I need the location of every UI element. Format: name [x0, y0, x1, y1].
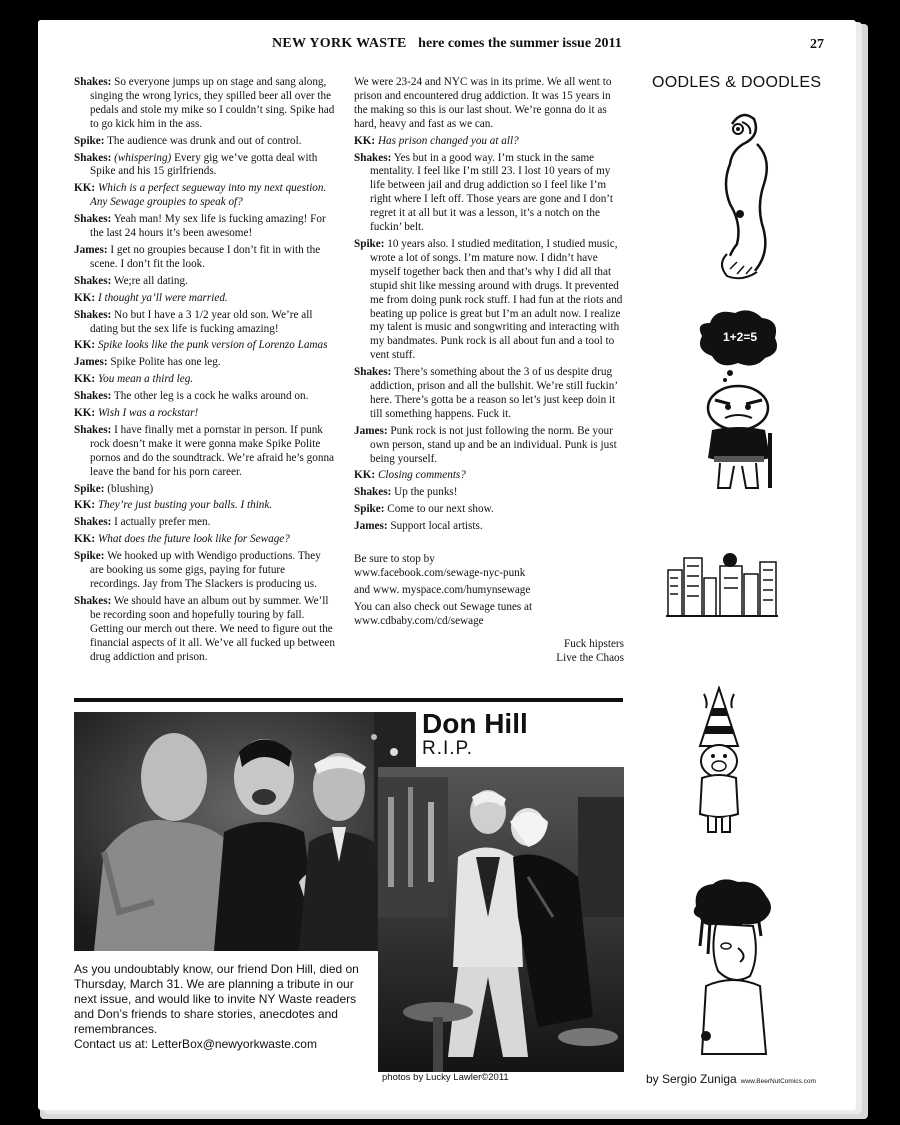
interview-entry: [74, 152, 336, 180]
speaker-label: James:: [354, 424, 388, 437]
answer-text: I have finally met a pornstar in person. If punk rock doesn’t make it were gonna make Spike Polite pornos and do the soundtrack. We’re afraid he’s gonna leave the band for his porn career.: [90, 423, 335, 478]
speaker-label: KK:: [74, 407, 96, 420]
interviewer-question: Which is a perfect segueway into my next question. Any Sewage groupies to speak of?: [90, 182, 327, 209]
speaker-label: Shakes:: [74, 308, 112, 321]
answer-text: The audience was drunk and out of control.: [107, 134, 302, 147]
interview-entry: [74, 76, 336, 132]
memorial-contact: Contact us at: LetterBox@newyorkwaste.com: [74, 1037, 317, 1051]
memorial-notice: [74, 962, 374, 1052]
speaker-label: Shakes:: [74, 151, 112, 164]
interviewer-question: You mean a third leg.: [97, 373, 194, 386]
speaker-label: KK:: [74, 182, 96, 195]
signoff-line-1: Fuck hipsters: [564, 637, 624, 650]
cdbaby-link[interactable]: www.cdbaby.com/cd/sewage: [354, 614, 484, 627]
speaker-label: KK:: [74, 533, 96, 546]
answer-text: There’s something about the 3 of us despite drug addiction, prison and all the bullshit. We’re still fuckin’ here. There’s gotta be a reason so let’s just keep doin it till something happens. Fuck it.: [370, 366, 618, 420]
interview-entry: [354, 503, 624, 517]
page-number: 27: [810, 37, 824, 52]
signoff-line-2: Live the Chaos: [556, 651, 624, 664]
answer-text: (blushing): [107, 482, 154, 495]
interview-entry: [354, 520, 624, 534]
interviewer-question: Spike looks like the punk version of Lorenzo Lamas: [97, 339, 328, 352]
speaker-label: KK:: [354, 469, 376, 482]
speaker-label: Shakes:: [354, 151, 392, 164]
interviewer-question: Closing comments?: [377, 469, 466, 482]
answer-text: I actually prefer men.: [114, 516, 211, 529]
answer-text: Yeah man! My sex life is fucking amazing! For the last 24 hours it’s been awesome!: [90, 213, 326, 240]
answer-text: We;re all dating.: [113, 274, 188, 287]
interview-entry: [74, 483, 336, 497]
speaker-label: Shakes:: [74, 594, 112, 607]
snake-creature-doodle: [702, 104, 782, 284]
answer-text: Come to our next show.: [387, 503, 494, 516]
cartoonist-byline: [646, 1072, 816, 1086]
speaker-label: Spike:: [74, 550, 105, 563]
byline-name: by Sergio Zuniga: [646, 1072, 737, 1086]
interview-entry: [74, 135, 336, 149]
speaker-label: Spike:: [354, 503, 385, 516]
answer-text: Up the punks!: [394, 486, 458, 499]
interview-entry: [74, 407, 336, 421]
speaker-label: Shakes:: [74, 423, 112, 436]
speaker-label: Spike:: [354, 237, 385, 250]
stage-direction: (whispering): [114, 151, 172, 164]
pig-jester-doodle: [688, 686, 750, 836]
magazine-title: NEW YORK WASTE: [272, 36, 407, 51]
answer-text: Every gig we’ve gotta deal with Spike and his 15 girlfriends.: [90, 151, 318, 178]
speaker-label: KK:: [74, 291, 96, 304]
interview-entry: [74, 244, 336, 272]
interview-entry: [74, 595, 336, 665]
myspace-link[interactable]: and www. myspace.com/humynsewage: [354, 583, 531, 596]
interviewer-question: They’re just busting your balls. I think.: [97, 499, 273, 512]
city-skyline-doodle: [666, 548, 778, 618]
photo-credit: photos by Lucky Lawler©2011: [382, 1072, 509, 1083]
interview-column-1: [74, 76, 336, 667]
issue-subtitle: here comes the summer issue 2011: [418, 36, 622, 51]
links-intro: Be sure to stop by: [354, 553, 435, 566]
speaker-label: James:: [74, 243, 108, 256]
interview-entry: [354, 238, 624, 363]
answer-text: I get no groupies because I don’t fit in with the scene. I don’t fit the look.: [90, 243, 321, 270]
answer-text: We should have an album out by summer. We’ll be recording soon and hopefully touring by fall. Getting our merch out there. We need to figure out the financial aspects of it all. We’ve all fucked up between drug addiction and prison.: [90, 594, 335, 663]
interviewer-question: Has prison changed you at all?: [377, 134, 519, 147]
flame-hair-man-doodle: [688, 876, 778, 1056]
memorial-name: Don Hill: [422, 708, 528, 739]
speaker-label: Shakes:: [74, 390, 112, 403]
interview-entry: [74, 499, 336, 513]
interview-entry: [74, 516, 336, 530]
sidebar-title: OODLES & DOODLES: [652, 74, 822, 91]
interview-entry: [74, 275, 336, 289]
answer-text: No but I have a 3 1/2 year old son. We’re all dating but the sex life is fucking amazing!: [90, 308, 313, 335]
speaker-label: Shakes:: [354, 486, 392, 499]
answer-text: The other leg is a cock he walks around on.: [113, 390, 309, 403]
answer-text: We hooked up with Wendigo productions. They are booking us some gigs, paying for future recordings. Jay from The Slackers is producing us.: [90, 550, 321, 590]
interview-entry: [354, 486, 624, 500]
speaker-label: KK:: [74, 339, 96, 352]
interview-entry: [74, 339, 336, 353]
answer-text: So everyone jumps up on stage and sang along, singing the wrong lyrics, they spilled beer all over the pedals and stole my mike so I couldn’t sing. Spike had to go kick him in the ass.: [90, 76, 335, 130]
cdbaby-intro: You can also check out Sewage tunes at: [354, 600, 533, 613]
memorial-notice-text: As you undoubtably know, our friend Don Hill, died on Thursday, March 31. We are planning a tribute in our next issue, and would like to invite NY Waste readers and Don’s friends to share stories, anecdotes and remembrances.: [74, 962, 359, 1036]
interview-entry: [74, 424, 336, 480]
interview-entry: [74, 356, 336, 370]
interviewer-question: Wish I was a rockstar!: [97, 407, 199, 420]
interview-entry: [74, 182, 336, 210]
magazine-page: [38, 20, 856, 1110]
speaker-label: KK:: [354, 134, 376, 147]
speaker-label: James:: [74, 356, 108, 369]
interview-entry: [354, 366, 624, 422]
interview-entry: [74, 309, 336, 337]
don-hill-photo: [378, 767, 624, 1072]
interview-entry: [354, 152, 624, 235]
grumpy-man-doodle: [690, 308, 790, 498]
interview-entry: [74, 292, 336, 306]
speaker-label: Shakes:: [74, 213, 112, 226]
interview-column-2: [354, 76, 624, 665]
interview-entry: [354, 76, 624, 132]
interview-entry: [74, 533, 336, 547]
interviewer-question: I thought ya’ll were married.: [97, 291, 228, 304]
band-photo: [74, 712, 416, 951]
speaker-label: James:: [354, 520, 388, 533]
interview-entry: [74, 390, 336, 404]
answer-text: We were 23-24 and NYC was in its prime. We all went to prison and encountered drug addiction. It was 15 years in the making so this is our last shout. We’re gonna do it as hard, heavy and fast as we can.: [354, 76, 612, 130]
answer-text: Yes but in a good way. I’m stuck in the same mentality. I feel like I’m still 23. I lost 10 years of my life between jail and drug addiction so I feel like I’m right where I left off. Those years are gone and I don’t regret it at all but it was a lesson, it’s a notch on the fuckin’ belt.: [370, 151, 613, 234]
memorial-rip: R.I.P.: [422, 738, 474, 759]
interview-entry: [354, 425, 624, 467]
answer-text: 10 years also. I studied meditation, I studied music, wrote a lot of songs. I’m mature now. I didn’t have myself together back then and that’s why I did all that stupid shit like messing around with drugs. It prevented me from doing punk rock stuff. I had fun at the riots and beating up police is great but I’m an adult now. I realize my talent is music and songwriting and interacting with my bandmates. Punk rock is all about fun and a tool to vent stuff.: [370, 237, 623, 362]
speaker-label: KK:: [74, 373, 96, 386]
speaker-label: Spike:: [74, 482, 105, 495]
interview-entry: [354, 135, 624, 149]
speaker-label: Shakes:: [354, 366, 392, 379]
section-divider: [74, 698, 623, 702]
speaker-label: Shakes:: [74, 516, 112, 529]
interview-entry: [354, 469, 624, 483]
answer-text: Punk rock is not just following the norm. Be your own person, stand up and be an individual. Punk is just being yourself.: [370, 424, 617, 465]
running-header: [272, 36, 622, 52]
speaker-label: Shakes:: [74, 76, 112, 88]
interview-entry: [74, 373, 336, 387]
facebook-link[interactable]: www.facebook.com/sewage-nyc-punk: [354, 567, 526, 579]
interviewer-question: What does the future look like for Sewage?: [97, 533, 290, 546]
interview-entry: [74, 213, 336, 241]
answer-text: Support local artists.: [390, 520, 483, 533]
byline-website: www.BeerNutComics.com: [740, 1078, 816, 1085]
speaker-label: Spike:: [74, 134, 105, 147]
speaker-label: KK:: [74, 499, 96, 512]
answer-text: Spike Polite has one leg.: [110, 356, 221, 369]
interview-entry: [74, 550, 336, 592]
speaker-label: Shakes:: [74, 274, 112, 287]
thought-bubble-text: 1+2=5: [722, 330, 758, 344]
